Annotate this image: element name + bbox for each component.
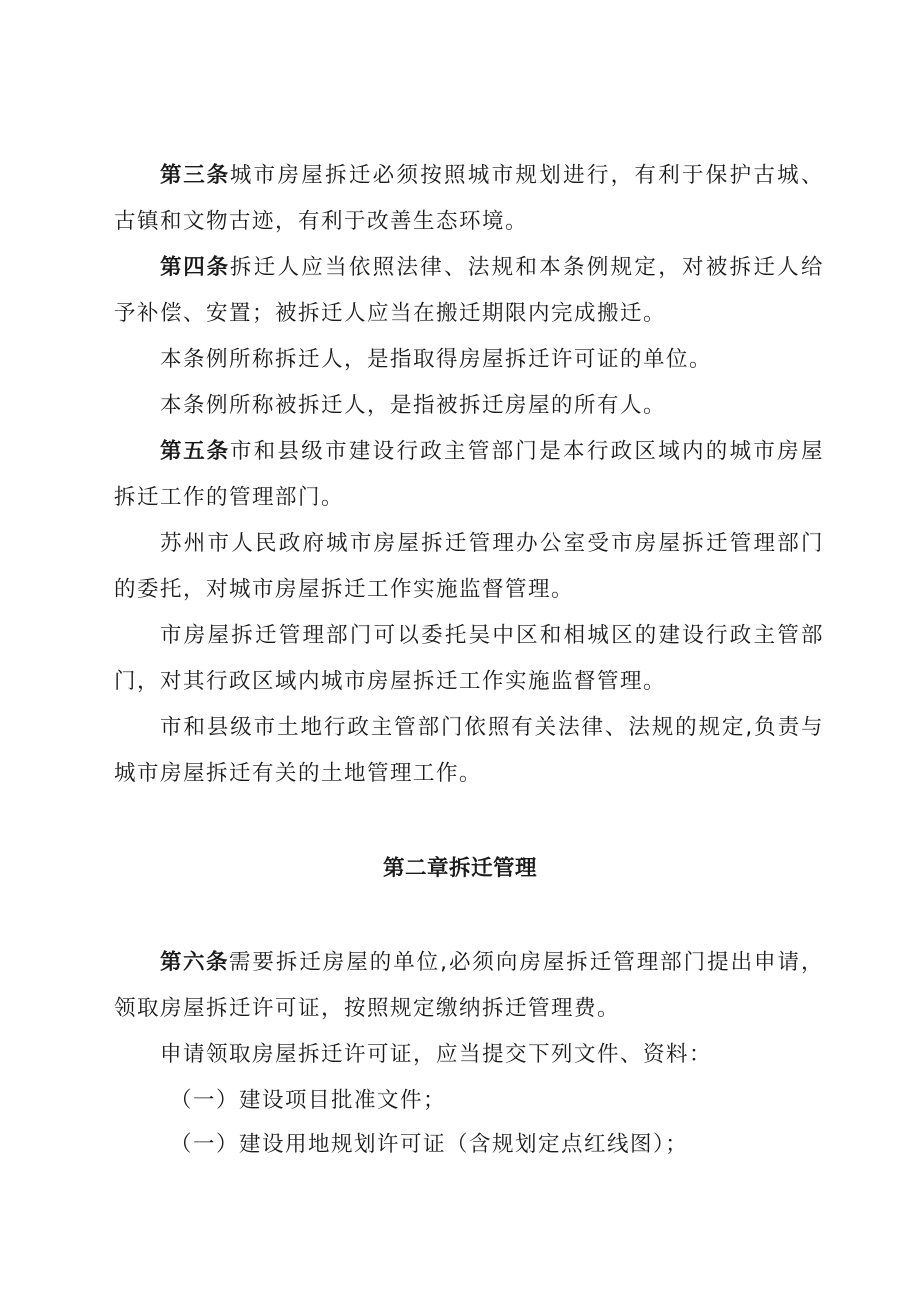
article-3-title: 第三条 (160, 163, 230, 188)
article-4-paragraph-3: 本条例所称被拆迁人，是指被拆迁房屋的所有人。 (160, 393, 667, 418)
article-4-paragraph-2: 本条例所称拆迁人，是指取得房屋拆迁许可证的单位。 (160, 347, 713, 372)
article-5-paragraph-3: 市房屋拆迁管理部门可以委托吴中区和相城区的建设行政主管部门，对其行政区域内城市房屋拆迁工作实施监督管理。 (114, 623, 824, 694)
article-5-title: 第五条 (160, 439, 230, 464)
article-6-text: 需要拆迁房屋的单位,必须向房屋拆迁管理部门提出申请，领取房屋拆迁许可证，按照规定缴纳拆迁管理费。 (114, 950, 824, 1021)
article-5-paragraph-2: 苏州市人民政府城市房屋拆迁管理办公室受市房屋拆迁管理部门的委托，对城市房屋拆迁工作实施监督管理。 (114, 531, 824, 602)
article-6-paragraph-2: 申请领取房屋拆迁许可证，应当提交下列文件、资料： (160, 1042, 713, 1067)
article-6-title: 第六条 (160, 950, 229, 975)
article-4-title: 第四条 (160, 255, 230, 280)
article-6-item-2: （一）建设用地规划许可证（含规划定点红线图）； (170, 1132, 689, 1157)
chapter-title: 第二章拆迁管理 (382, 856, 537, 881)
article-3 (114, 153, 824, 245)
article-5-paragraph-4: 市和县级市土地行政主管部门依照有关法律、法规的规定,负责与城市房屋拆迁有关的土地管理工作。 (114, 715, 824, 786)
article-6 (114, 940, 824, 1032)
article-5-text: 市和县级市建设行政主管部门是本行政区域内的城市房屋拆迁工作的管理部门。 (114, 439, 824, 510)
article-6-item-1: （一）建设项目批准文件； (170, 1088, 447, 1113)
article-4 (114, 245, 824, 337)
article-5 (114, 429, 824, 521)
article-4-text: 拆迁人应当依照法律、法规和本条例规定，对被拆迁人给予补偿、安置；被拆迁人应当在搬迁期限内完成搬迁。 (114, 255, 824, 326)
article-3-text: 城市房屋拆迁必须按照城市规划进行，有利于保护古城、古镇和文物古迹，有利于改善生态环境。 (114, 163, 824, 234)
